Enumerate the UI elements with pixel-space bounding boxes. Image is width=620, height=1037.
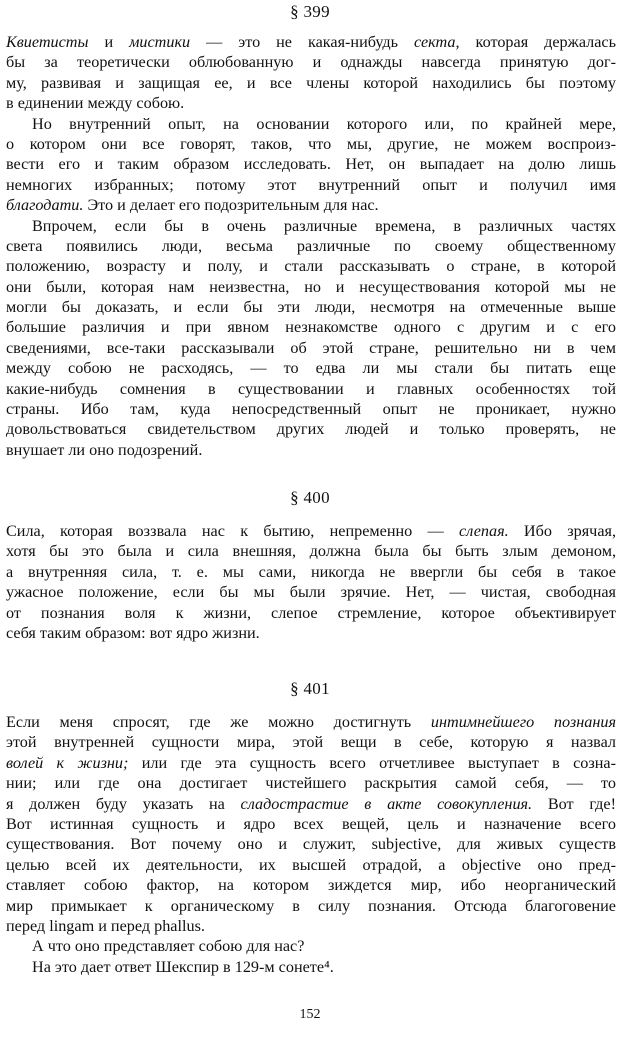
section-text-399: [6, 32, 616, 460]
text-segment: существования. Вот почему оно и служит, subjective, для живых существ: [6, 835, 616, 854]
page-number: 152: [299, 1007, 321, 1022]
text-line: [6, 521, 616, 541]
text-line: [6, 541, 616, 561]
italic-segment: мистики: [129, 33, 191, 51]
text-segment: света появились люди, весьма различные по своему общественному: [6, 236, 616, 255]
text-line: [6, 773, 616, 793]
text-segment: какие-нибудь сомнения в существовании и главных особенностях той: [6, 379, 616, 398]
text-line: [6, 93, 616, 113]
text-segment: мир примыкает к органическому в силу познания. Отсюда благоговение: [6, 896, 616, 915]
text-line: [6, 936, 616, 956]
text-segment: ужасное положение, если бы мы были зрячие. Нет, — чистая, свободная: [6, 583, 616, 602]
text-line: [6, 52, 616, 72]
text-segment: этой внутренней сущности мира, этой вещи в себе, которую я назвал: [6, 733, 616, 752]
text-line: [6, 562, 616, 582]
italic-segment: Квиетисты: [6, 33, 89, 51]
text-segment: внушает ли оно подозрений.: [6, 440, 203, 459]
text-line: [6, 896, 616, 916]
section-heading-401: § 401: [290, 679, 330, 698]
section-text-400: [6, 521, 616, 643]
text-segment: Сила, которая воззвала нас к бытию, непременно —: [6, 522, 460, 540]
text-segment: — это не какая-нибудь: [190, 33, 415, 51]
text-segment: нии; или где она достигает чистейшего раскрытия самой себя, — то: [6, 774, 616, 793]
text-segment: бы за теоретически облюбованную и однажды навсегда принятую дог-: [6, 53, 616, 72]
text-line: [6, 957, 616, 977]
text-line: [6, 875, 616, 895]
section-text-401: [6, 712, 616, 977]
text-segment: А что оно представляет собою для нас?: [32, 937, 305, 956]
text-line: [6, 712, 616, 732]
section-heading-400: § 400: [290, 488, 330, 507]
text-segment: Вот истинная сущность и ядро всех вещей, цель и назначение всего: [6, 814, 616, 833]
text-segment: сведениями, все-таки рассказывали об этой стране, решительно ни в чем: [6, 338, 616, 357]
text-line: [6, 440, 616, 460]
text-line: [6, 834, 616, 854]
text-line: [6, 297, 616, 317]
text-segment: Впрочем, если бы в очень различные времена, в различных частях: [32, 216, 616, 235]
text-segment: в единении между собою.: [6, 94, 185, 113]
text-line: [6, 794, 616, 814]
text-segment: хотя бы это была и сила внешняя, должна была бы быть злым демоном,: [6, 542, 616, 561]
text-segment: могли бы доказать, и если бы эти люди, несмотря на отмеченные выше: [6, 298, 616, 317]
text-segment: или где эта сущность всего отчетливее выступает в созна-: [128, 753, 616, 772]
italic-segment: благодати.: [6, 196, 84, 215]
text-segment: целью всей их деятельности, их высшей отрадой, а objective оно пред-: [6, 855, 616, 874]
text-segment: немногих избранных; потому этот внутренний опыт и получил имя: [6, 175, 616, 194]
text-line: [6, 916, 616, 936]
text-segment: страны. Ибо там, куда непосредственный опыт не проникает, нужно: [6, 400, 616, 419]
text-line: [6, 216, 616, 236]
text-segment: Это и делает его подозрительным для нас.: [83, 196, 379, 215]
text-line: [6, 855, 616, 875]
text-segment: На это дает ответ Шекспир в 129-м сонете⁴.: [32, 957, 334, 976]
text-line: [6, 732, 616, 752]
text-line: [6, 814, 616, 834]
text-segment: себя таким образом: вот ядро жизни.: [6, 623, 260, 642]
text-segment: большие различия и при явном незнакомстве одного с другим и с его: [6, 318, 616, 337]
text-line: [6, 358, 616, 378]
text-line: [6, 379, 616, 399]
text-segment: они были, которая нам неизвестна, но и несуществования которой мы не: [6, 277, 616, 296]
text-segment: перед lingam и перед phallus.: [6, 916, 205, 935]
text-segment: Ибо зрячая,: [508, 522, 616, 540]
text-segment: и: [88, 33, 130, 51]
text-segment: Вот где!: [532, 794, 616, 813]
text-line: [6, 134, 616, 154]
text-segment: а внутренняя сила, т. е. мы сами, никогда не ввергли бы себя в такое: [6, 562, 616, 581]
italic-segment: волей к жизни;: [6, 753, 129, 772]
text-line: [6, 623, 616, 643]
text-line: [6, 419, 616, 439]
italic-segment: интимнейшего познания: [430, 713, 616, 731]
text-line: [6, 753, 616, 773]
text-segment: между собою не расходясь, — то едва ли мы стали бы питать еще: [6, 359, 616, 378]
text-line: [6, 114, 616, 134]
text-segment: Если меня спросят, где же можно достигнуть: [6, 713, 431, 731]
text-line: [6, 32, 616, 52]
italic-segment: сладострастие в акте совокупления.: [240, 794, 533, 813]
italic-segment: секта,: [414, 33, 460, 51]
text-segment: му, развивая и защищая ее, и все члены которой находились бы поэтому: [6, 73, 616, 92]
text-segment: положению, возрасту и полу, и стали рассказывать о стране, в которой: [6, 257, 616, 276]
text-line: [6, 582, 616, 602]
text-segment: Но внутренний опыт, на основании которого или, по крайней мере,: [32, 114, 616, 133]
text-segment: о котором они все говорят, таков, что мы, другие, не можем воспроиз-: [6, 134, 616, 153]
text-segment: от познания воля к жизни, слепое стремление, которое объективирует: [6, 603, 616, 622]
text-segment: вести его и таким образом исследовать. Нет, он выпадает на долю лишь: [6, 155, 616, 174]
text-segment: ставляет собою фактор, на котором зиждется мир, ибо неорганический: [6, 876, 616, 895]
text-line: [6, 256, 616, 276]
text-segment: которая держалась: [459, 33, 616, 51]
text-line: [6, 236, 616, 256]
text-line: [6, 175, 616, 195]
italic-segment: слепая.: [459, 522, 509, 540]
text-line: [6, 73, 616, 93]
text-line: [6, 317, 616, 337]
text-line: [6, 338, 616, 358]
text-line: [6, 195, 616, 215]
text-line: [6, 154, 616, 174]
text-line: [6, 399, 616, 419]
text-segment: довольствоваться свидетельством других людей и только проверять, не: [6, 420, 616, 439]
text-segment: я должен буду указать на: [6, 794, 241, 813]
text-line: [6, 603, 616, 623]
text-line: [6, 277, 616, 297]
section-heading-399: § 399: [290, 2, 330, 21]
